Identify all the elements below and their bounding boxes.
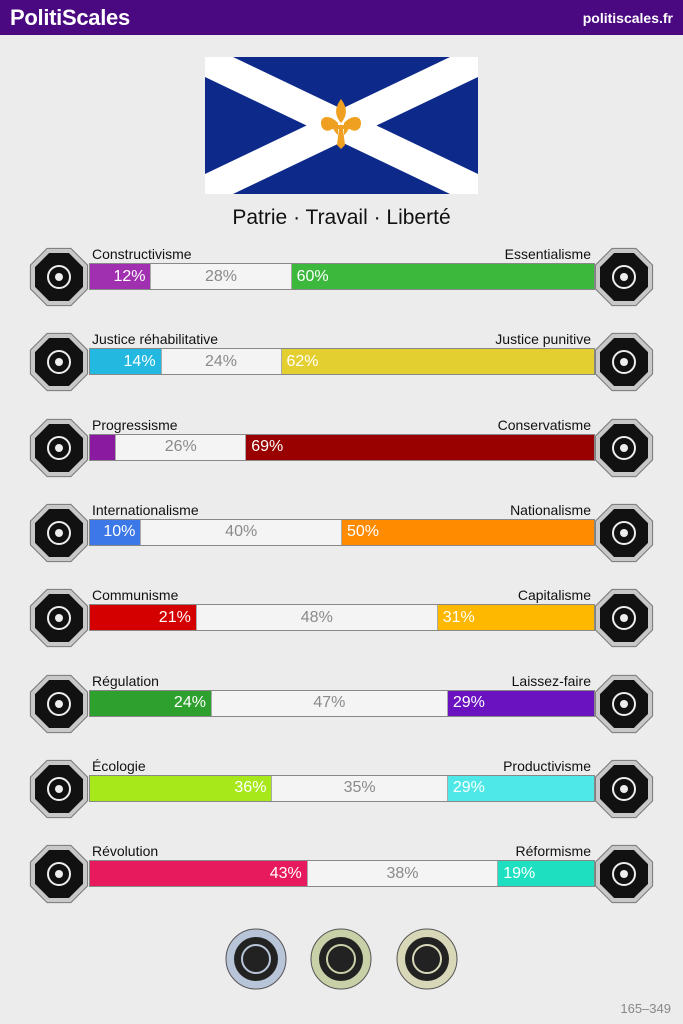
- axis-bar: [89, 263, 595, 290]
- axis-bar: [89, 860, 595, 887]
- axis-left-label: Régulation: [92, 672, 159, 689]
- right-segment: 50%: [342, 520, 594, 545]
- fist-icon: [28, 843, 90, 905]
- neutral-segment: 47%: [211, 691, 448, 716]
- right-segment: 60%: [292, 264, 594, 289]
- ballot-box-icon: [593, 843, 655, 905]
- axis-right-label: Essentialisme: [504, 246, 591, 262]
- right-segment: 19%: [498, 861, 594, 886]
- axis-bar: [89, 690, 595, 717]
- money-bag-icon: [593, 587, 655, 649]
- neutral-segment: 48%: [196, 605, 438, 630]
- neutral-segment: 28%: [150, 264, 291, 289]
- neutral-segment: 40%: [140, 520, 342, 545]
- badges-row: [0, 928, 683, 990]
- bird-icon: [28, 758, 90, 820]
- axis-row: [0, 331, 683, 411]
- hammer-sickle-icon: [28, 587, 90, 649]
- monarchism-badge-icon: [396, 928, 458, 990]
- flag-icon: [593, 502, 655, 564]
- left-segment: 43%: [90, 861, 307, 886]
- dna-flower-icon: [593, 246, 655, 308]
- neutral-segment: 24%: [161, 349, 282, 374]
- left-segment: 10%: [90, 520, 140, 545]
- factory-icon: [593, 758, 655, 820]
- slogan: Patrie · Travail · Liberté: [232, 206, 451, 229]
- feudalism-badge-icon: [225, 928, 287, 990]
- left-segment: 21%: [90, 605, 196, 630]
- axis-row: [0, 673, 683, 753]
- axis-left-label: Constructivisme: [92, 246, 192, 262]
- axis-row: [0, 246, 683, 326]
- globe-icon: [28, 502, 90, 564]
- quill-icon: [593, 417, 655, 479]
- left-segment: 14%: [90, 349, 161, 374]
- left-segment: 36%: [90, 776, 271, 801]
- neutral-segment: 38%: [307, 861, 499, 886]
- brand-title[interactable]: PolitiScales: [10, 4, 130, 30]
- neutral-segment: 26%: [115, 435, 246, 460]
- neutral-segment: 35%: [271, 776, 447, 801]
- footer-score: 165–349: [620, 1001, 671, 1016]
- ruler-icon: [28, 673, 90, 735]
- axis-row: [0, 502, 683, 582]
- axis-right-label: Nationalisme: [510, 501, 591, 518]
- axis-bar: [89, 348, 595, 375]
- axis-left-label: Révolution: [92, 843, 159, 860]
- axis-row: [0, 587, 683, 667]
- axis-left-label: Progressisme: [92, 416, 178, 433]
- right-segment: 31%: [438, 605, 594, 630]
- right-segment: 29%: [448, 691, 594, 716]
- rocket-icon: [28, 417, 90, 479]
- left-segment: 12%: [90, 264, 150, 289]
- agrarianism-badge-icon: [310, 928, 372, 990]
- axis-right-label: Conservatisme: [497, 416, 591, 433]
- axis-row: [0, 417, 683, 497]
- axis-row: [0, 758, 683, 838]
- axis-bar: [89, 775, 595, 802]
- prison-bars-icon: [593, 331, 655, 393]
- left-segment: 24%: [90, 691, 211, 716]
- right-segment: 29%: [448, 776, 594, 801]
- top-bar: [0, 0, 683, 35]
- right-segment: 62%: [282, 349, 594, 374]
- butterflies-icon: [593, 673, 655, 735]
- axis-bar: [89, 434, 595, 461]
- axis-left-label: Justice réhabilitative: [92, 331, 219, 348]
- axis-right-label: Capitalisme: [517, 587, 591, 604]
- right-segment: 69%: [246, 435, 594, 460]
- axis-right-label: Justice punitive: [495, 331, 591, 348]
- axis-right-label: Productivisme: [503, 757, 591, 774]
- site-link[interactable]: politiscales.fr: [582, 9, 673, 26]
- axis-right-label: Laissez-faire: [511, 672, 591, 689]
- axis-right-label: Réformisme: [515, 843, 591, 860]
- eye-icon: [28, 246, 90, 308]
- axis-left-label: Internationalisme: [92, 501, 199, 518]
- axis-row: [0, 843, 683, 923]
- axis-bar: [89, 604, 595, 631]
- axis-left-label: Communisme: [92, 587, 179, 604]
- axis-bar: [89, 519, 595, 546]
- handshake-icon: [28, 331, 90, 393]
- result-flag: [205, 57, 478, 194]
- left-segment: [90, 435, 115, 460]
- axis-left-label: Écologie: [92, 757, 146, 774]
